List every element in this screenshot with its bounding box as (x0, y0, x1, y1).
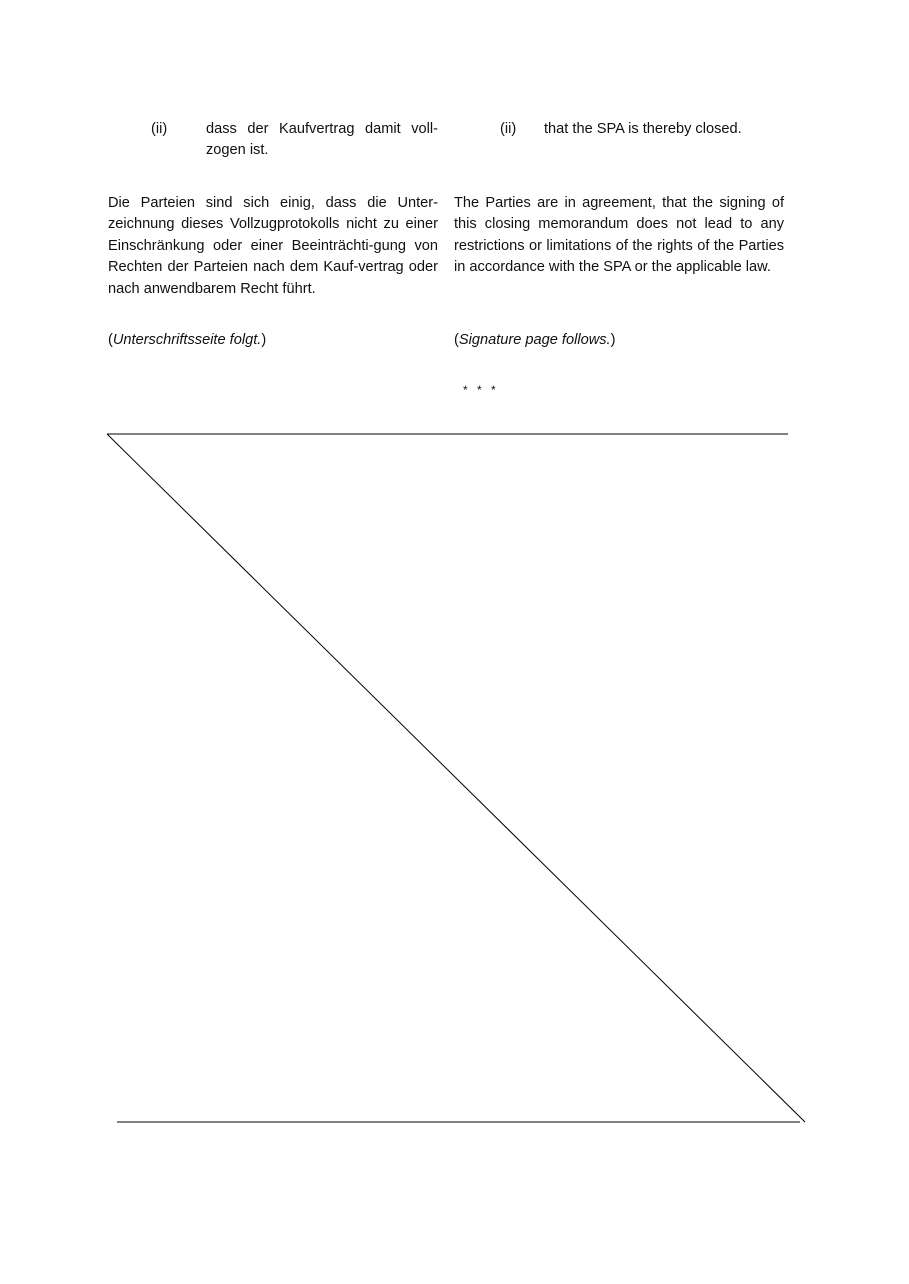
item-number-de: (ii) (151, 121, 168, 137)
item-number-en: (ii) (500, 121, 517, 137)
signature-note-de-close: ) (261, 332, 267, 348)
signature-note-en-open: ( (454, 332, 459, 348)
signature-note-de-text: Unterschriftsseite folgt. (112, 332, 262, 348)
item-text-en: that the SPA is thereby closed. (544, 121, 742, 137)
agreement-paragraph-en: The Parties are in agreement, that the signing of this closing memorandum does not lead to any restrictions or limitations of the rights of the Parties in accordance with the SPA or the applicable law. (454, 195, 784, 276)
separator-stars: * * * (463, 383, 499, 397)
strike-diagonal-line (107, 434, 805, 1122)
signature-note-en-text: Signature page follows. (458, 332, 611, 348)
signature-note-de-open: ( (108, 332, 113, 348)
signature-note-en-close: ) (610, 332, 616, 348)
agreement-paragraph-de: Die Parteien sind sich einig, dass die Unter-zeichnung dieses Vollzugprotokolls nicht zu einer Einschränkung oder einer Beeinträchti-gung von Rechten der Parteien nach dem Kauf-vertrag oder nach anwendbarem Recht führt. (108, 195, 438, 297)
item-text-de: dass der Kaufvertrag damit voll-zogen ist. (206, 121, 438, 159)
